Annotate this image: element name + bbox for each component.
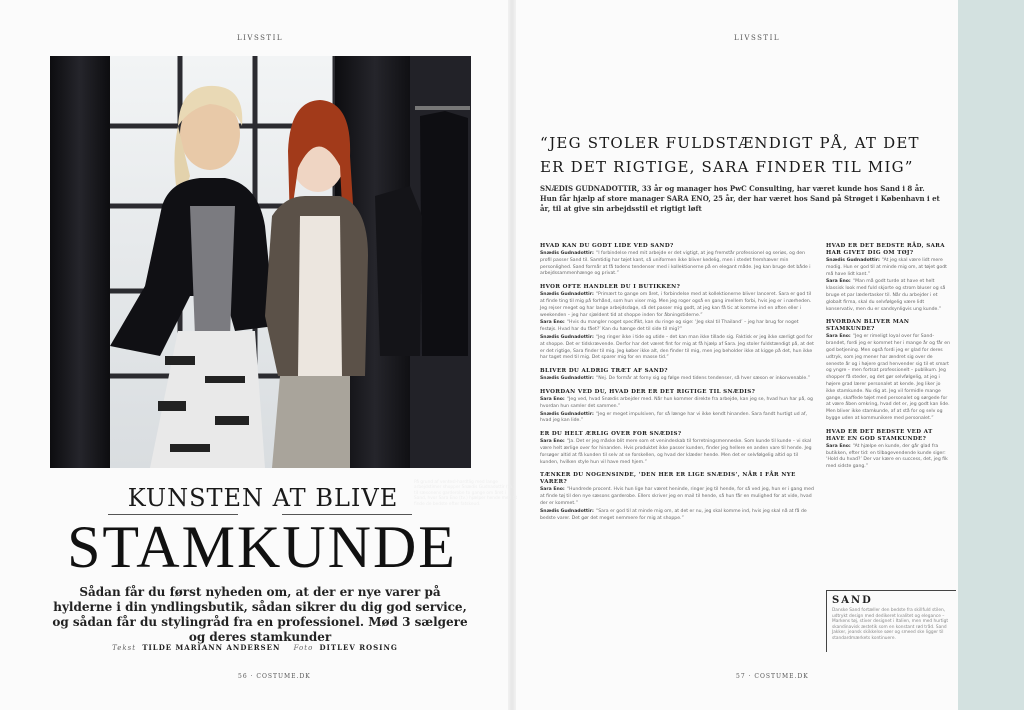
- answer-text: “At jeg skal være lidt mere modig. Hun er god til at minde mig om, at tøjet godt må have lidt kant.”: [826, 258, 947, 277]
- page-gutter: [508, 0, 516, 710]
- byline-text-label: Tekst: [112, 644, 137, 652]
- interview-answer: [826, 444, 951, 471]
- side-color-strip: [958, 0, 1024, 710]
- answer-speaker: Snædis Gudnadottir:: [540, 508, 594, 514]
- answer-speaker: Sara Eno:: [540, 396, 565, 402]
- interview-question: HVOR OFTE HANDLER DU I BUTIKKEN?: [540, 284, 681, 291]
- answer-speaker: Snædis Gudnadottir:: [826, 258, 880, 263]
- answer-text: “Hvis du mangler noget specifikt, kan du ringe og sige: ‘Jeg skal til Thailand’ – jeg har brug for noget festøjs. Hvad har du fået?’ Kan du hænge det til side til mig?”: [540, 320, 799, 333]
- interview-answer: [540, 487, 815, 507]
- interview-answer: [826, 279, 951, 313]
- left-section-label: LIVSSTIL: [237, 34, 284, 42]
- interview-answer: [540, 292, 815, 319]
- answer-text: “Man må godt turde at have et helt klassisk look med fuld skjorte og strom bluser og så bruge et par lædertasker til. Når du arbejder i et globalt firma, skal du selvfølgelig være lidt konservativ, men du er sandsynligvis ung kunde.”: [826, 279, 946, 312]
- interview-answer: [540, 509, 815, 523]
- interview-answer: [540, 320, 815, 334]
- interview-column-2: [826, 237, 951, 472]
- info-box-title: SAND: [832, 595, 873, 606]
- interview-answer: [540, 335, 815, 362]
- answer-speaker: Sara Eno:: [826, 279, 851, 285]
- photo-caption: På grund af ventesl-hardtlig med lange arbejdstimer shopper Snædis Gudnadottir (th.) til sæsonens garderobe to gange om året i Sand, hvor Sara Eno (tv.) hjælper hende med at finde de bedste efter fatskeud.: [414, 480, 518, 507]
- answer-text: “I forbindelse med mit arbejde er det vigtigt, at jeg fremstår professionel og seriøs, og den profil passer Sand til. Samtidig har tøjet kant, så uniformen ikke bliver kedelig, men i stedet fremhæver min personlighed. Sand formår at få todens tendenser med i kollektionerne på en elegant måde. Jeg kan bruge det både i arbejdssammenhænge og privat.”: [540, 251, 811, 277]
- byline-photographer: DITLEV ROSING: [319, 643, 398, 652]
- byline-photo-label: Foto: [293, 644, 314, 652]
- interview-column-1: [540, 237, 815, 523]
- right-page-number: 57 · COSTUME.DK: [736, 673, 809, 680]
- byline: [50, 643, 470, 652]
- interview-question: HVORDAN BLIVER MAN STAMKUNDE?: [826, 319, 910, 333]
- answer-speaker: Sara Eno:: [826, 334, 851, 340]
- article-intro: SNÆDIS GUDNADOTTIR, 33 år og manager hos PwC Consulting, har været kunde hos Sand i 8 år. Hun får hjælp af store manager SARA ENO, 25 år, der har været hos Sand på Strøget i København i et år, til at give sin arbejdsstil et rigtigt løft: [540, 184, 940, 213]
- answer-text: “Sara er god til at minde mig om, at det er nu, jeg skal komme ind, hvis jeg skal nå at få de bedste varer. Det gør det meget nemmere for mig at shoppe.”: [540, 508, 807, 521]
- interview-answer: [540, 376, 815, 383]
- interview-answer: [826, 258, 951, 278]
- answer-speaker: Snædis Gudnadottir:: [540, 376, 594, 382]
- answer-speaker: Snædis Gudnadottir:: [540, 334, 594, 340]
- answer-speaker: Snædis Gudnadottir:: [540, 292, 594, 298]
- answer-text: “At hjælpe en kunde, der går glad fra butikken, efter tid: en tilbagevendende kunde siger: ‘Hold du hvad?’ Der var kære en success, det, jeg fik med sidste gang.”: [826, 443, 948, 470]
- photo-illustration: [50, 56, 471, 468]
- answer-text: “Jeg er rimeligt loyal over for Sand-brandet, fordi jeg er kommet her i mange år og får en god betjening. Men også fordi jeg er glad for deres udtryk, som jeg mener har ændret sig over de seneste år og i højere grad henvender sig til et smart og yngre – men fortsat professionelt – publikum. Jeg shopper få steder, og det gør selvfølgelig, at jeg i højere grad lærer personalet at kende. Jeg liker jo ikke stamkunde. Nu dig at. Jeg vil formidle mange gange, skaffede tøjet med personalet og sørgede for at være åben omkring, hvad det er, jeg godt kan lide. Men bliver ikke stamkunde, af at stå for og selv og bygge uden at kommunikere med personalet.”: [826, 334, 950, 421]
- answer-speaker: Sara Eno:: [540, 439, 565, 445]
- interview-question: HVAD ER DET BEDSTE RÅD, SARA HAR GIVET DIG OM TØJ?: [826, 243, 945, 256]
- sand-info-box: [826, 590, 956, 652]
- interview-question: BLIVER DU ALDRIG TRÆT AF SAND?: [540, 368, 668, 375]
- interview-question: HVAD KAN DU GODT LIDE VED SAND?: [540, 243, 674, 249]
- interview-question: HVAD ER DET BEDSTE VED AT HAVE EN GOD STAMKUNDE?: [826, 428, 933, 442]
- answer-speaker: Snædis Gudnadottir:: [540, 251, 594, 256]
- right-section-label: LIVSSTIL: [734, 34, 781, 42]
- info-box-text: Danske Sand fortæller den bedste fra skillfuld stilen, udtrykt design med dedikeret kvalitet og elegance – Markens tøj, stiver designet i Italien, men med hurtigt skandinavisk æstetik som en konstant rød tråd. Sand Jakker, jeansk skikkelse søer og smeed ske ligger til standardmærkets kontinuere.: [832, 608, 949, 641]
- answer-speaker: Sara Eno:: [540, 487, 565, 493]
- interview-answer: [540, 251, 815, 278]
- answer-text: “Nej. De formår at forny sig og følge med tidens tendenser, så hver sæson er inkonvenable.”: [595, 376, 811, 382]
- answer-text: “Jeg ringer ikke i tide og utide – det kan man ikke tillade sig. Faktisk er jeg ikke særligt god for at shoppe. Det er tidskrævende. Derfor har det været fint for mig at få hjælp af Sara. Jeg stoler fuldstændigt på, at det er det rigtige, Sara finder til mig. Jeg køber ikke alt, den finder til mig, men jeg beholder ikke at kigge på det, hun ikke har taget med til mig. Det sparer mig for en masse tid.”: [540, 334, 814, 361]
- pull-quote: “JEG STOLER FULDSTÆNDIGT PÅ, AT DET ER DET RIGTIGE, SARA FINDER TIL MIG”: [540, 134, 920, 176]
- headline-title: STAMKUNDE: [67, 514, 457, 580]
- interview-answer: [826, 334, 951, 422]
- headline-kicker: KUNSTEN AT BLIVE: [127, 484, 399, 512]
- answer-speaker: Sara Eno:: [826, 443, 851, 449]
- answer-text: “Jeg ved, hvad Snædis arbejder med. Når hun kommer direkte fra arbejde, kan jeg se, hvad hun har på, og hvordan hun samler det sammen.”: [540, 396, 813, 409]
- interview-question: TÆNKER DU NOGENSINDE, ‘DEN HER ER LIGE SNÆDIS’, NÅR I FÅR NYE VARER?: [540, 472, 796, 486]
- interview-question: ER DU HELT ÆRLIG OVER FOR SNÆDIS?: [540, 431, 682, 438]
- interview-question: HVORDAN VED DU, HVAD DER ER DET RIGTIGE TIL SNÆDIS?: [540, 388, 756, 395]
- answer-speaker: Sara Eno:: [540, 320, 565, 326]
- interview-answer: [540, 439, 815, 466]
- answer-text: “Primært to gange om året, i forbindelse med at kollektionerne bliver lanceret. Sara er god til at finde ting til mig på forhånd, som hun viser mig. Men jeg roger også en gang imellem forbi, hvis jeg er i nærheden. Jeg rejser meget og har lange arbejdsdage, så det passer mig godt, at jeg kan få tic at komme ind en aften eller i weekenden – jeg har sjældent tid at shoppe inden for åbningstiderne.”: [540, 292, 812, 318]
- interview-answer: [540, 397, 815, 411]
- answer-text: “Hundrede procent. Hvis hun lige har været heninde, ringer jeg til hende, for så ved jeg, hun er i gang med at finde tøj til den nye sæsons garderobe. Ellers skriver jeg en mail til hende, så hun får en mulighed for at vide, hvad der er kommet.”: [540, 487, 814, 506]
- interview-answer: [540, 412, 815, 426]
- answer-speaker: Snædis Gudnadottir:: [540, 411, 594, 417]
- answer-text: “Ja. Det er jeg måske blit mere som et venindeskab til forretningsmenneske. Som kunde til kunde – vi skal være helt ærlige over for hinanden. Hvis produktet ikke passer kunden, finder jeg hellere en anden vare til hende. Jeg forsøger altid at få kunden til selv at se forskellen, og hvad der klæder hende. Men det er selvfølgelig altid op til kunden, hvilken style hun vil have med hjem.”: [540, 439, 812, 465]
- byline-author: TILDE MARIANN ANDERSEN: [142, 643, 281, 652]
- article-lead: Sådan får du først nyheden om, at der er nye varer på hylderne i din yndlingsbutik, sådan sikrer du dig god service, og sådan får du stylingråd fra en professionel. Mød 3 sælgere og deres stamkunder: [52, 585, 468, 644]
- left-page-number: 56 · COSTUME.DK: [238, 673, 311, 680]
- answer-text: “Jeg er meget impulsiven, for så længe har vi ikke kendt hinanden. Sara fandt hurtigt ud af, hvad jeg kan lide.”: [540, 411, 807, 424]
